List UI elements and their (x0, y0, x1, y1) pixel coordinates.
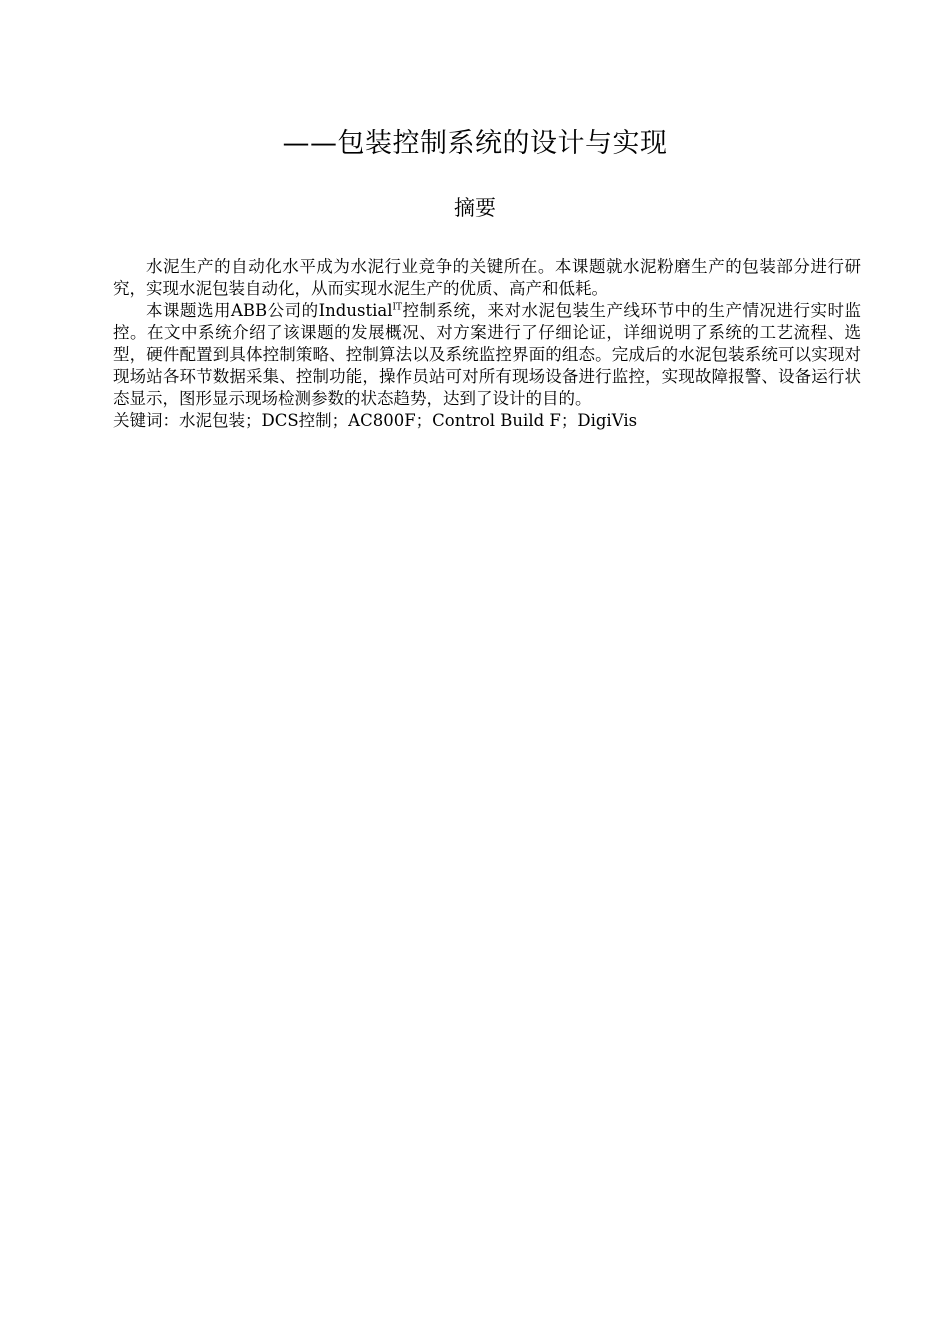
document-title: ——包装控制系统的设计与实现 (282, 128, 668, 159)
abstract-heading: 摘要 (454, 196, 496, 220)
keywords-line: 关键词：水泥包装；DCS控制；AC800F；Control Build F；DigiVis (113, 411, 638, 430)
abstract-body (113, 256, 861, 432)
paragraph-2-superscript: IT (392, 302, 403, 313)
abstract-paragraph-2 (113, 300, 861, 410)
abstract-paragraph-1: 水泥生产的自动化水平成为水泥行业竞争的关键所在。本课题就水泥粉磨生产的包装部分进行研究，实现水泥包装自动化，从而实现水泥生产的优质、高产和低耗。 (113, 257, 861, 298)
paragraph-2-part-1: 本课题选用ABB公司的Industial (146, 301, 393, 320)
paragraph-2-part-2: 控制系统，来对水泥包装生产线环节中的生产情况进行实时监控。在文中系统介绍了该课题的发展概况、对方案进行了仔细论证，详细说明了系统的工艺流程、选型，硬件配置到具体控制策略、控制算法以及系统监控界面的组态。完成后的水泥包装系统可以实现对现场站各环节数据采集、控制功能，操作员站可对所有现场设备进行监控，实现故障报警、设备运行状态显示，图形显示现场检测参数的状态趋势，达到了设计的目的。 (113, 301, 862, 408)
